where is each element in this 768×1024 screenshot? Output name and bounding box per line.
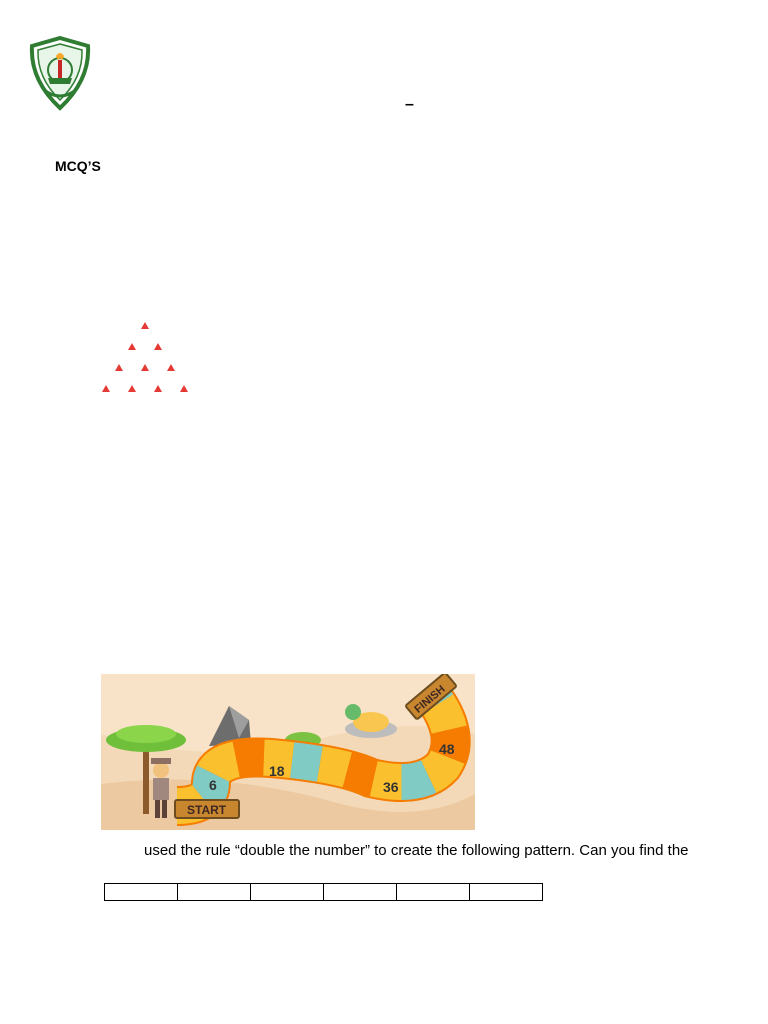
title-dash: –	[405, 96, 414, 113]
triangle-mark	[154, 343, 162, 350]
answer-grid	[104, 883, 543, 901]
board-tile-label: 6	[209, 777, 217, 793]
triangle-mark	[180, 385, 188, 392]
school-logo	[26, 36, 94, 112]
board-tile-label: 36	[383, 779, 399, 795]
triangle-mark	[115, 364, 123, 371]
question-text: used the rule “double the number” to create the following pattern. Can you find the	[144, 842, 689, 859]
answer-cell[interactable]	[324, 884, 397, 901]
finish-sign-label: FINISH	[412, 683, 448, 716]
section-heading: MCQ’S	[55, 158, 101, 174]
start-sign-label: START	[187, 803, 227, 817]
board-tile-label: 18	[269, 763, 285, 779]
triangle-mark	[141, 364, 149, 371]
answer-cell[interactable]	[178, 884, 251, 901]
triangle-mark	[128, 385, 136, 392]
triangle-mark	[167, 364, 175, 371]
triangle-pattern	[100, 318, 200, 398]
triangle-mark	[154, 385, 162, 392]
number-path-game-illustration	[101, 674, 475, 830]
board-tile-label: 48	[439, 741, 455, 757]
triangle-mark	[102, 385, 110, 392]
answer-cell[interactable]	[397, 884, 470, 901]
answer-cell[interactable]	[105, 884, 178, 901]
triangle-mark	[128, 343, 136, 350]
triangle-mark	[141, 322, 149, 329]
answer-cell[interactable]	[470, 884, 543, 901]
answer-cell[interactable]	[251, 884, 324, 901]
